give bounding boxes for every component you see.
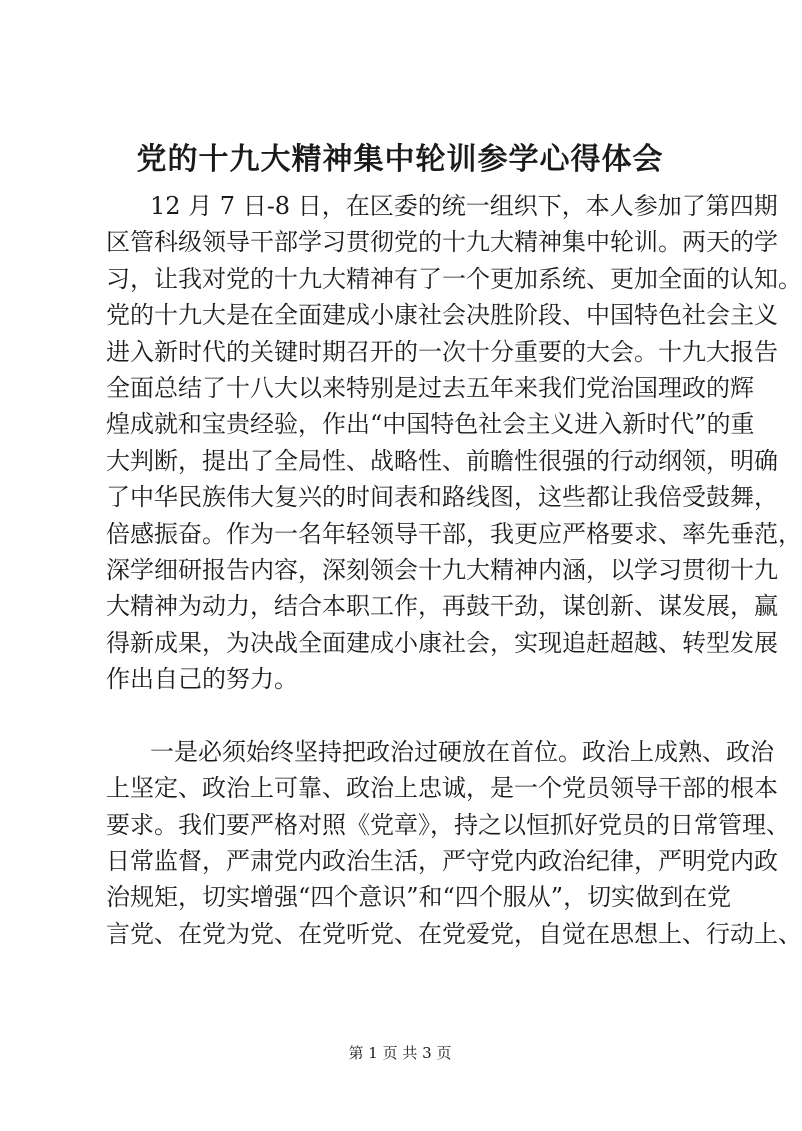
document-title: 党的十九大精神集中轮训参学心得体会 <box>136 142 664 177</box>
text-line: 党的十九大是在全面建成小康社会决胜阶段、中国特色社会主义 <box>106 301 778 330</box>
text-line: 治规矩，切实增强“四个意识”和“四个服从”，切实做到在党 <box>106 883 732 912</box>
text-line: 习，让我对党的十九大精神有了一个更加系统、更加全面的认知。 <box>106 264 802 293</box>
text-line: 倍感振奋。作为一名年轻领导干部，我更应严格要求、率先垂范， <box>106 519 802 548</box>
text-line: 要求。我们要严格对照《党章》，持之以恒抓好党员的日常管理、 <box>106 810 790 839</box>
text-line: 日常监督，严肃党内政治生活，严守党内政治纪律，严明党内政 <box>106 847 778 876</box>
text-line: 得新成果，为决战全面建成小康社会，实现追赶超越、转型发展 <box>106 628 778 657</box>
document-body <box>106 188 802 952</box>
paragraph-gap <box>106 697 716 733</box>
text-line: 区管科级领导干部学习贯彻党的十九大精神集中轮训。两天的学 <box>106 228 778 257</box>
text-line: 深学细研报告内容，深刻领会十九大精神内涵，以学习贯彻十九 <box>106 555 778 584</box>
text-line: 全面总结了十八大以来特别是过去五年来我们党治国理政的辉 <box>106 373 754 402</box>
text-line: 上坚定、政治上可靠、政治上忠诚，是一个党员领导干部的根本 <box>106 774 778 803</box>
text-line: 大精神为动力，结合本职工作，再鼓干劲，谋创新、谋发展，赢 <box>106 592 778 621</box>
text-line: 一是必须始终坚持把政治过硬放在首位。政治上成熟、政治 <box>150 737 774 766</box>
text-line: 言党、在党为党、在党听党、在党爱党，自觉在思想上、行动上、 <box>106 919 802 948</box>
text-line: 作出自己的努力。 <box>106 665 298 694</box>
page-footer: 第 1 页 共 3 页 <box>348 1044 452 1062</box>
text-line: 大判断，提出了全局性、战略性、前瞻性很强的行动纲领，明确 <box>106 446 778 475</box>
text-line: 了中华民族伟大复兴的时间表和路线图，这些都让我倍受鼓舞， <box>106 483 778 512</box>
text-line: 12 月 7 日-8 日，在区委的统一组织下，本人参加了第四期 <box>150 192 778 220</box>
text-line: 煌成就和宝贵经验，作出“中国特色社会主义进入新时代”的重 <box>106 410 755 439</box>
text-line: 进入新时代的关键时期召开的一次十分重要的大会。十九大报告 <box>106 337 778 366</box>
